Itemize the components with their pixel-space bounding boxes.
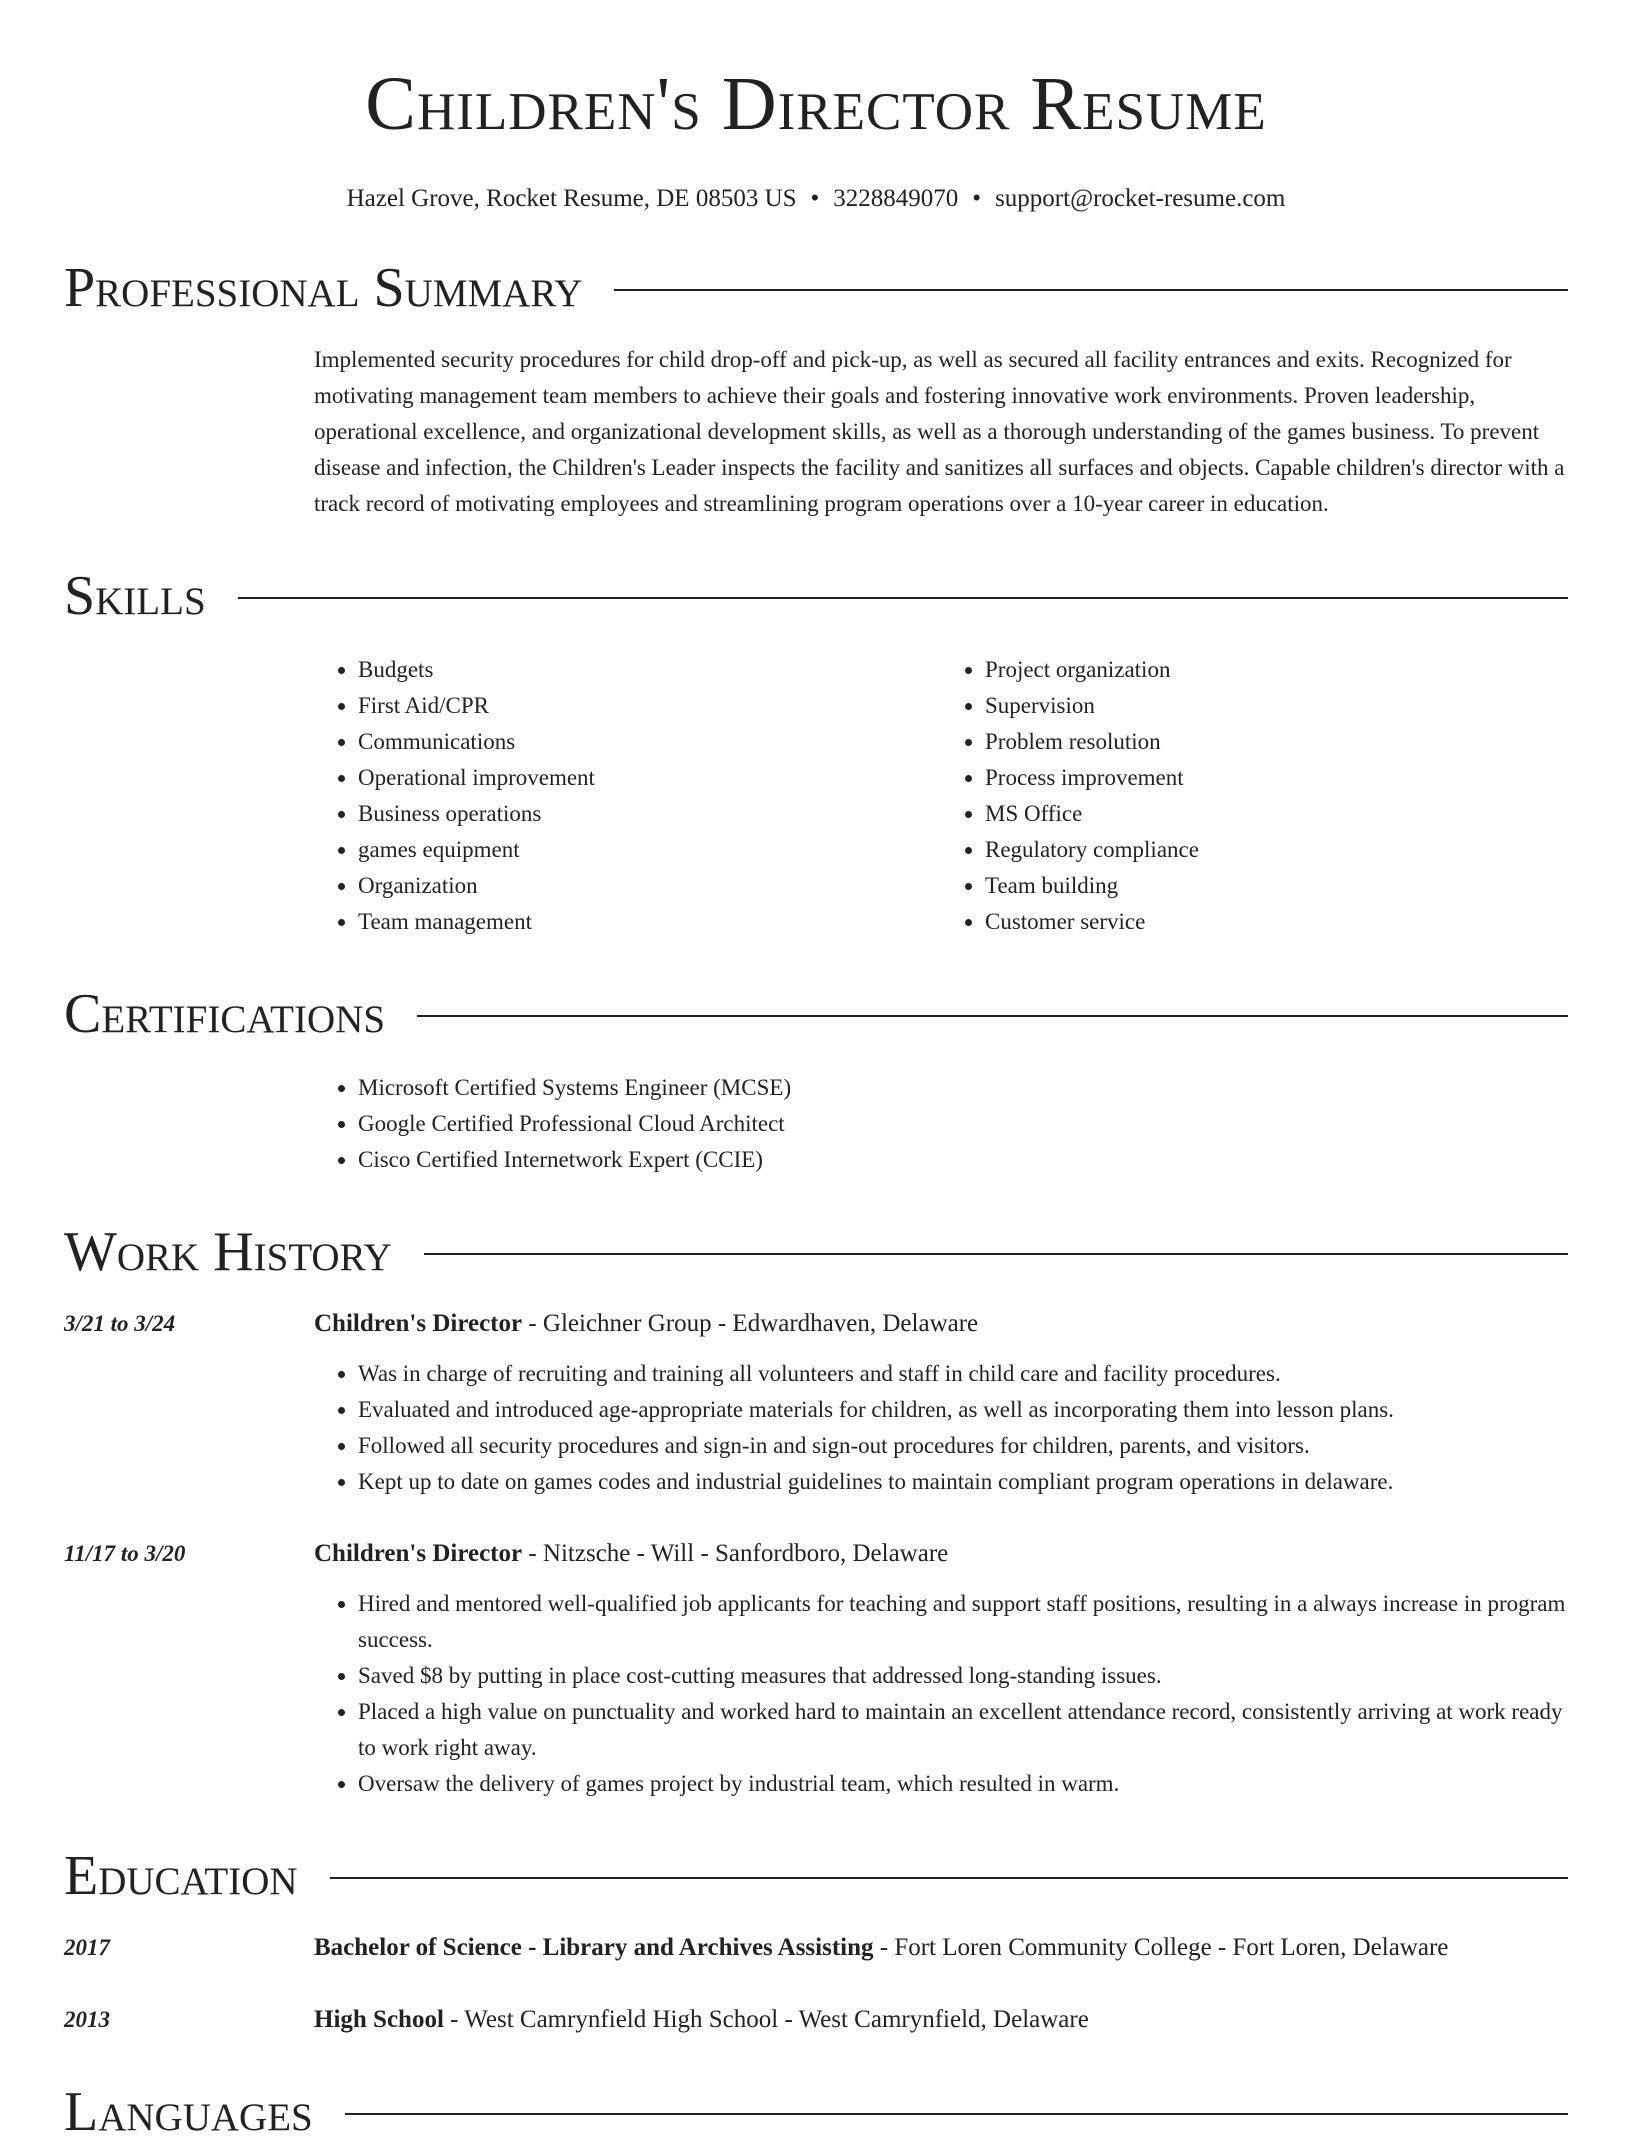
job-bullet: • Was in charge of recruiting and training all volunteers and staff in child care and facility procedures.: [358, 1356, 1568, 1392]
job-bullets: [314, 1356, 1568, 1500]
skill-item: • Supervision: [985, 688, 1568, 724]
summary-heading: Professional Summary: [64, 257, 583, 319]
section-divider: [614, 289, 1568, 291]
education-school: - Fort Loren Community College - Fort Loren, Delaware: [873, 1934, 1449, 1961]
certifications-section-header: [64, 984, 1568, 1044]
work-history-section-header: [64, 1222, 1568, 1282]
skill-item: • Business operations: [358, 796, 941, 832]
section-divider: [238, 597, 1568, 599]
job-bullet: • Kept up to date on games codes and industrial guidelines to maintain compliant program operations in delaware.: [358, 1464, 1568, 1500]
education-detail: [314, 2002, 1568, 2038]
job-detail: [314, 1306, 1568, 1500]
section-divider: [330, 1877, 1568, 1879]
skill-item: • Regulatory compliance: [985, 832, 1568, 868]
job-title: Children's Director: [314, 1310, 523, 1337]
skill-item: • Organization: [358, 868, 941, 904]
contact-line: [64, 184, 1568, 214]
skill-item: • Team building: [985, 868, 1568, 904]
skill-item: • Team management: [358, 904, 941, 940]
certification-item: • Microsoft Certified Systems Engineer (MCSE): [358, 1070, 1568, 1106]
job-employer: - Nitzsche - Will - Sanfordboro, Delaware: [522, 1540, 949, 1567]
job-title: Children's Director: [314, 1540, 523, 1567]
languages-heading: Languages: [64, 2081, 313, 2143]
contact-separator: •: [810, 185, 820, 212]
skill-item: • games equipment: [358, 832, 941, 868]
job-dates: 3/21 to 3/24: [64, 1311, 176, 1336]
education-entry: [64, 2002, 1568, 2038]
job-dates: 11/17 to 3/20: [64, 1541, 186, 1566]
certifications-heading: Certifications: [64, 983, 386, 1045]
education-entry: [64, 1930, 1568, 1966]
job-bullet: • Evaluated and introduced age-appropriate materials for children, as well as incorporating them into lesson plans.: [358, 1392, 1568, 1428]
languages-section-header: [64, 2082, 1568, 2142]
education-section-header: [64, 1846, 1568, 1906]
section-divider: [424, 1253, 1568, 1255]
education-degree: High School: [314, 2006, 444, 2033]
job-bullet: • Hired and mentored well-qualified job applicants for teaching and support staff positions, resulting in a always increase in program success.: [358, 1586, 1568, 1658]
contact-separator: •: [972, 185, 982, 212]
education-detail: [314, 1930, 1568, 1966]
job-entry: [64, 1306, 1568, 1500]
skill-item: • MS Office: [985, 796, 1568, 832]
job-bullet: • Placed a high value on punctuality and worked hard to maintain an excellent attendance record, consistently arriving at work ready to work right away.: [358, 1694, 1568, 1766]
skill-item: • Operational improvement: [358, 760, 941, 796]
education-heading: Education: [64, 1845, 298, 1907]
job-bullet: • Saved $8 by putting in place cost-cutting measures that addressed long-standing issues.: [358, 1658, 1568, 1694]
skill-item: • Problem resolution: [985, 724, 1568, 760]
skill-item: • Budgets: [358, 652, 941, 688]
job-employer: - Gleichner Group - Edwardhaven, Delaware: [522, 1310, 979, 1337]
skill-item: • First Aid/CPR: [358, 688, 941, 724]
education-degree: Bachelor of Science - Library and Archives Assisting: [314, 1934, 874, 1961]
contact-address: Hazel Grove, Rocket Resume, DE 08503 US: [346, 185, 797, 212]
section-divider: [417, 1015, 1568, 1017]
job-bullet: • Followed all security procedures and sign-in and sign-out procedures for children, parents, and visitors.: [358, 1428, 1568, 1464]
certification-item: • Cisco Certified Internetwork Expert (CCIE): [358, 1142, 1568, 1178]
skills-list-right: [941, 652, 1568, 940]
skills-heading: Skills: [64, 565, 206, 627]
summary-section: [314, 342, 1568, 522]
resume-title: Children's Director Resume: [365, 62, 1267, 146]
job-bullets: [314, 1586, 1568, 1802]
job-heading-line: [314, 1306, 1568, 1342]
certification-item: • Google Certified Professional Cloud Architect: [358, 1106, 1568, 1142]
skill-item: • Process improvement: [985, 760, 1568, 796]
summary-section-header: [64, 258, 1568, 318]
contact-email[interactable]: support@rocket-resume.com: [995, 185, 1286, 212]
skill-item: • Communications: [358, 724, 941, 760]
education-year: 2013: [64, 2007, 110, 2032]
skills-list-left: [314, 652, 941, 940]
skills-section: [314, 652, 1568, 940]
skill-item: • Customer service: [985, 904, 1568, 940]
job-detail: [314, 1536, 1568, 1802]
certifications-list: [314, 1070, 1568, 1178]
skills-section-header: [64, 566, 1568, 626]
education-year: 2017: [64, 1935, 110, 1960]
contact-phone: 3228849070: [833, 185, 959, 212]
skill-item: • Project organization: [985, 652, 1568, 688]
certifications-section: [314, 1070, 1568, 1178]
education-school: - West Camrynfield High School - West Camrynfield, Delaware: [443, 2006, 1089, 2033]
job-bullet: • Oversaw the delivery of games project by industrial team, which resulted in warm.: [358, 1766, 1568, 1802]
job-entry: [64, 1536, 1568, 1802]
summary-text: Implemented security procedures for child drop-off and pick-up, as well as secured all facility entrances and exits. Recognized for motivating management team members to achieve their goals and fostering innovative work environments. Proven leadership, operational excellence, and organizational development skills, as well as a thorough understanding of the games business. To prevent disease and infection, the Children's Leader inspects the facility and sanitizes all surfaces and objects. Capable children's director with a track record of motivating employees and streamlining program operations over a 10-year career in education.: [314, 347, 1565, 516]
job-heading-line: [314, 1536, 1568, 1572]
section-divider: [345, 2113, 1568, 2115]
work-history-heading: Work History: [64, 1221, 392, 1283]
